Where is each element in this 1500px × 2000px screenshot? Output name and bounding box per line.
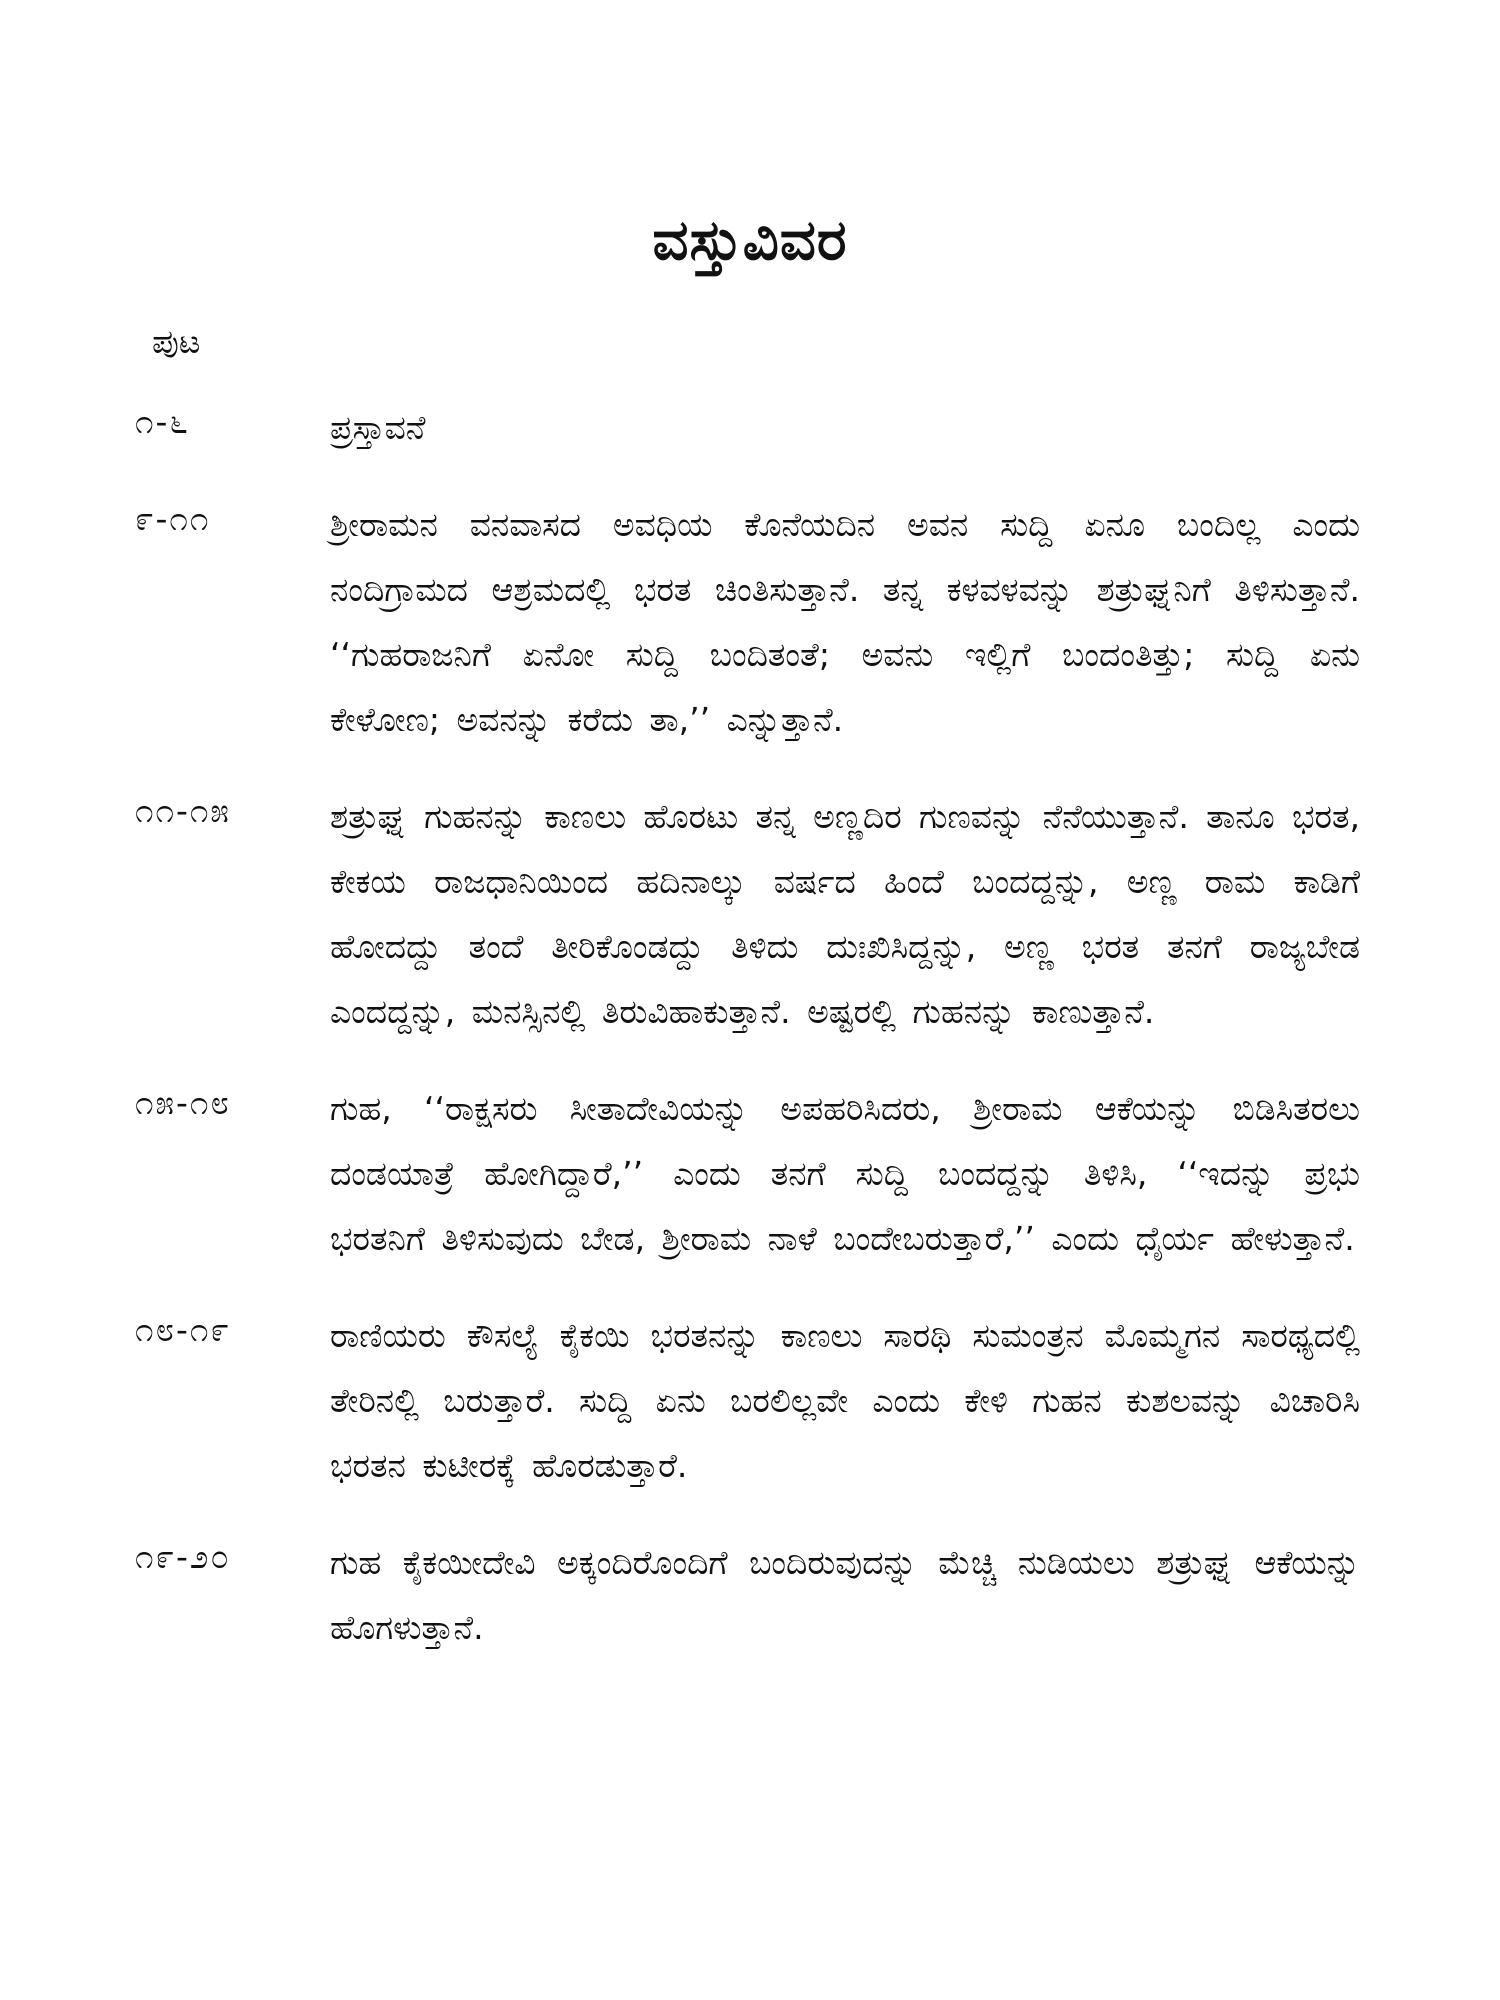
entry-description: ಗುಹ, ‘‘ರಾಕ್ಷಸರು ಸೀತಾದೇವಿಯನ್ನು ಅಪಹರಿಸಿದರು, ಶ್ರೀರಾಮ ಆಕೆಯನ್ನು ಬಿಡಿಸಿತರಲು ದಂಡಯಾತ್ರೆ ಹೋಗಿದ್ದಾರೆ,’’ ಎಂದು ತನಗೆ ಸುದ್ದಿ ಬಂದದ್ದನ್ನು ತಿಳಿಸಿ, ‘‘ಇದನ್ನು ಪ್ರಭು ಭರತನಿಗೆ ತಿಳಿಸುವುದು ಬೇಡ, ಶ್ರೀರಾಮ ನಾಳೆ ಬಂದೇಬರುತ್ತಾರೆ,’’ ಎಂದು ಧೈರ್ಯ ಹೇಳುತ್ತಾನೆ. <box>330 1089 1360 1258</box>
page-range: ೧೯-೨೦ <box>135 1537 231 1576</box>
entry-description: ಶ್ರೀರಾಮನ ವನವಾಸದ ಅವಧಿಯ ಕೊನೆಯದಿನ ಅವನ ಸುದ್ದಿ ಏನೂ ಬಂದಿಲ್ಲ ಎಂದು ನಂದಿಗ್ರಾಮದ ಆಶ್ರಮದಲ್ಲಿ ಭರತ ಚಿಂತಿಸುತ್ತಾನೆ. ತನ್ನ ಕಳವಳವನ್ನು ಶತ್ರುಘ್ನನಿಗೆ ತಿಳಿಸುತ್ತಾನೆ. ‘‘ಗುಹರಾಜನಿಗೆ ಏನೋ ಸುದ್ದಿ ಬಂದಿತಂತೆ; ಅವನು ಇಲ್ಲಿಗೆ ಬಂದಂತಿತ್ತು; ಸುದ್ದಿ ಏನು ಕೇಳೋಣ; ಅವನನ್ನು ಕರೆದು ತಾ,’’ ಎನ್ನುತ್ತಾನೆ. <box>330 505 1360 739</box>
list-item <box>0 492 1500 752</box>
list-item <box>0 1303 1500 1498</box>
list-item <box>0 1076 1500 1271</box>
list-item <box>0 1530 1500 1660</box>
contents-list <box>0 395 1500 1692</box>
list-item <box>0 784 1500 1044</box>
entry-description: ಗುಹ ಕೈಕಯೀದೇವಿ ಅಕ್ಕಂದಿರೊಂದಿಗೆ ಬಂದಿರುವುದನ್ನು ಮೆಚ್ಚಿ ನುಡಿಯಲು ಶತ್ರುಘ್ನ ಆಕೆಯನ್ನು ಹೊಗಳುತ್ತಾನೆ. <box>330 1543 1360 1647</box>
page-title: ವಸ್ತುವಿವರ <box>652 208 848 273</box>
page-range: ೧೮-೧೯ <box>135 1310 231 1349</box>
list-item <box>0 395 1500 460</box>
page-column-label: ಪುಟ <box>152 322 201 361</box>
entry-description: ಪ್ರಸ್ತಾವನೆ <box>330 408 426 447</box>
page-range: ೧-೬ <box>135 402 190 441</box>
entry-description: ರಾಣಿಯರು ಕೌಸಲ್ಯೆ ಕೈಕಯಿ ಭರತನನ್ನು ಕಾಣಲು ಸಾರಥಿ ಸುಮಂತ್ರನ ಮೊಮ್ಮಗನ ಸಾರಥ್ಯದಲ್ಲಿ ತೇರಿನಲ್ಲಿ ಬರುತ್ತಾರೆ. ಸುದ್ದಿ ಏನು ಬರಲಿಲ್ಲವೇ ಎಂದು ಕೇಳಿ ಗುಹನ ಕುಶಲವನ್ನು ವಿಚಾರಿಸಿ ಭರತನ ಕುಟೀರಕ್ಕೆ ಹೊರಡುತ್ತಾರೆ. <box>330 1316 1360 1485</box>
entry-description: ಶತ್ರುಘ್ನ ಗುಹನನ್ನು ಕಾಣಲು ಹೊರಟು ತನ್ನ ಅಣ್ಣದಿರ ಗುಣವನ್ನು ನೆನೆಯುತ್ತಾನೆ. ತಾನೂ ಭರತ, ಕೇಕಯ ರಾಜಧಾನಿಯಿಂದ ಹದಿನಾಲ್ಕು ವರ್ಷದ ಹಿಂದೆ ಬಂದದ್ದನ್ನು, ಅಣ್ಣ ರಾಮ ಕಾಡಿಗೆ ಹೋದದ್ದು ತಂದೆ ತೀರಿಕೊಂಡದ್ದು ತಿಳಿದು ದುಃಖಿಸಿದ್ದನ್ನು, ಅಣ್ಣ ಭರತ ತನಗೆ ರಾಜ್ಯಬೇಡ ಎಂದದ್ದನ್ನು, ಮನಸ್ಸಿನಲ್ಲಿ ತಿರುವಿಹಾಕುತ್ತಾನೆ. ಅಷ್ಟರಲ್ಲಿ ಗುಹನನ್ನು ಕಾಣುತ್ತಾನೆ. <box>330 797 1360 1031</box>
page-range: ೧೫-೧೮ <box>135 1083 231 1122</box>
page-range: ೧೧-೧೫ <box>135 791 231 830</box>
page-range: ೯-೧೧ <box>135 499 211 538</box>
